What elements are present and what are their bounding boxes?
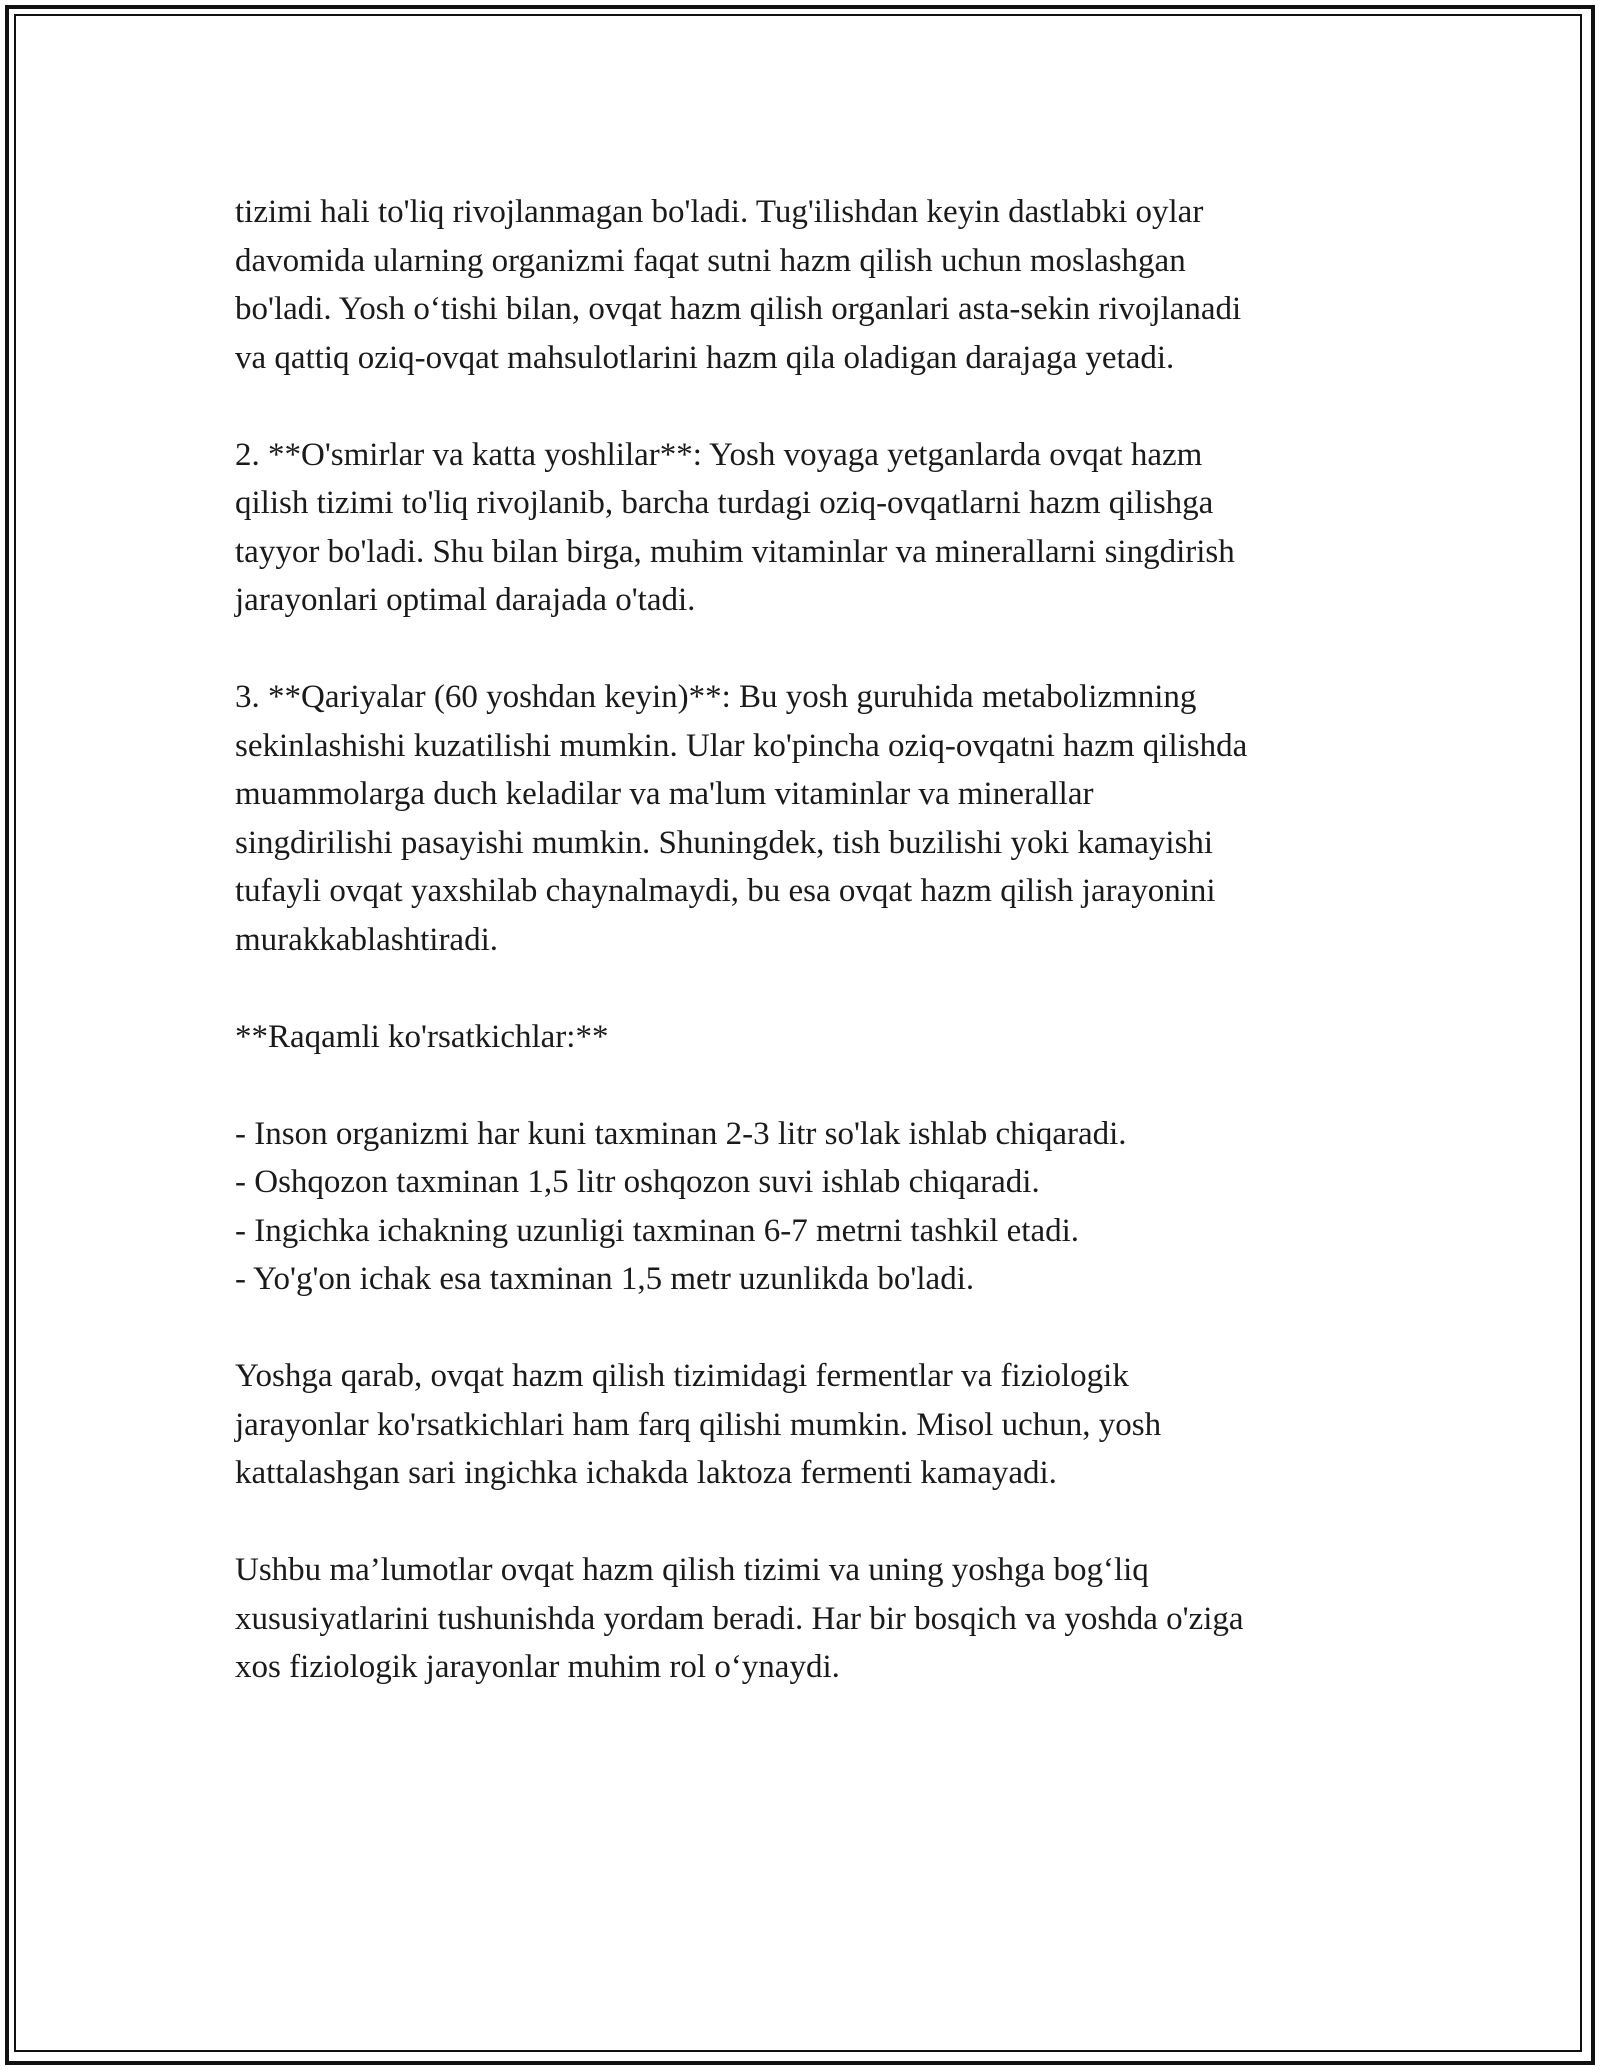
text-line: Ushbu ma’lumotlar ovqat hazm qilish tizimi va uning yoshga bog‘liq [235,1552,1149,1588]
text-line: jarayonlar ko'rsatkichlari ham farq qilishi mumkin. Misol uchun, yosh [235,1406,1162,1443]
text-line: murakkablashtiradi. [235,921,499,958]
text-line: bo'ladi. Yosh o‘tishi bilan, ovqat hazm qilish organlari asta-sekin rivojlanadi [235,291,1242,327]
text-line: 2. **O'smirlar va katta yoshlilar**: Yosh voyaga yetganlarda ovqat hazm [235,436,1203,473]
document-body [235,188,1385,1740]
text-line: jarayonlari optimal darajada o'tadi. [235,582,696,618]
text-line: davomida ularning organizmi faqat sutni hazm qilish uchun moslashgan [235,242,1186,279]
list-item: - Oshqozon taxminan 1,5 litr oshqozon suvi ishlab chiqaradi. [235,1164,1040,1200]
text-line: kattalashgan sari ingichka ichakda laktoza fermenti kamayadi. [235,1455,1057,1491]
text-line: muammolarga duch keladilar va ma'lum vitaminlar va minerallar [235,776,1094,812]
text-line: xos fiziologik jarayonlar muhim rol o‘ynaydi. [235,1649,840,1685]
text-line: tufayli ovqat yaxshilab chaynalmaydi, bu esa ovqat hazm qilish jarayonini [235,873,1216,909]
text-line: qilish tizimi to'liq rivojlanib, barcha turdagi oziq-ovqatlarni hazm qilishga [235,485,1214,521]
text-line: tizimi hali to'liq rivojlanmagan bo'ladi. Tug'ilishdan keyin dastlabki oylar [235,194,1204,230]
text-line: **Raqamli ko'rsatkichlar:** [235,1018,609,1055]
text-line: sekinlashishi kuzatilishi mumkin. Ular ko'pincha oziq-ovqatni hazm qilishda [235,727,1248,764]
list-item: - Yo'g'on ichak esa taxminan 1,5 metr uzunlikda bo'ladi. [235,1261,975,1297]
paragraph-age-differences [235,1352,1385,1498]
paragraph-conclusion [235,1546,1385,1692]
paragraph-elderly [235,673,1385,964]
text-line: singdirilishi pasayishi mumkin. Shuningdek, tish buzilishi yoki kamayishi [235,824,1214,861]
paragraph-infants-continued [235,188,1385,382]
text-line: tayyor bo'ladi. Shu bilan birga, muhim vitaminlar va minerallarni singdirish [235,533,1235,570]
text-line: Yoshga qarab, ovqat hazm qilish tizimidagi fermentlar va fiziologik [235,1358,1129,1394]
indicator-list [235,1110,1385,1304]
text-line: xususiyatlarini tushunishda yordam beradi. Har bir bosqich va yoshda o'ziga [235,1600,1244,1637]
text-line: va qattiq oziq-ovqat mahsulotlarini hazm qila oladigan darajaga yetadi. [235,339,1175,376]
list-item: - Ingichka ichakning uzunligi taxminan 6-7 metrni tashkil etadi. [235,1212,1080,1249]
list-item: - Inson organizmi har kuni taxminan 2-3 litr so'lak ishlab chiqaradi. [235,1115,1127,1152]
paragraph-teens-adults [235,431,1385,625]
section-heading-numeric-indicators [235,1013,1385,1062]
text-line: 3. **Qariyalar (60 yoshdan keyin)**: Bu yosh guruhida metabolizmning [235,679,1197,715]
